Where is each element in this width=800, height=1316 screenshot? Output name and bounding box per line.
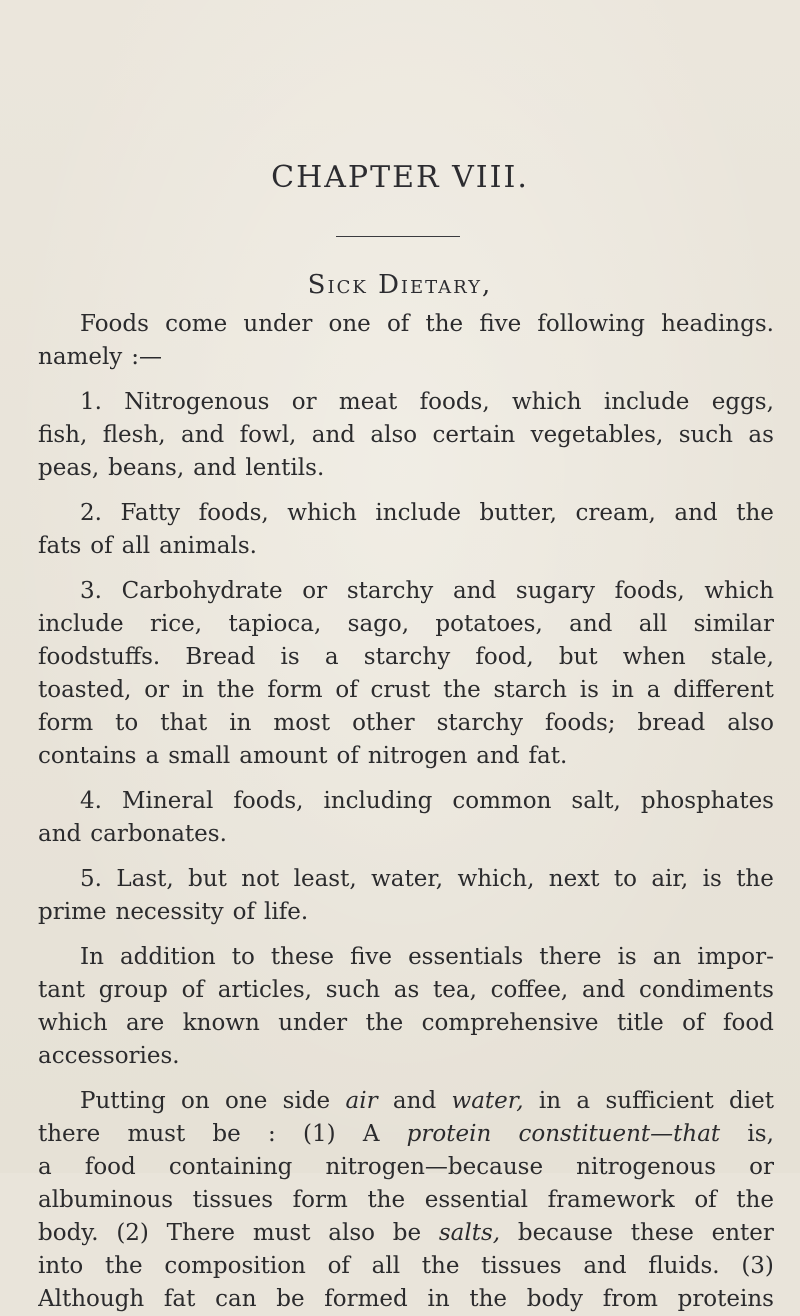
text-line: there must be : (1) A protein constituent—that is, <box>38 1121 774 1147</box>
text-line: include rice, tapioca, sago, potatoes, and all similar <box>38 611 774 637</box>
text-line: body. (2) There must also be salts, because these enter <box>38 1220 774 1246</box>
text-line: accessories. <box>38 1043 180 1069</box>
text-line: foodstuffs. Bread is a starchy food, but when stale, <box>38 644 774 670</box>
text-line: 5. Last, but not least, water, which, next to air, is the <box>80 866 774 892</box>
text-line: tant group of articles, such as tea, coffee, and condiments <box>38 977 774 1003</box>
text-line: Although fat can be formed in the body from proteins <box>38 1286 774 1312</box>
title-divider <box>336 236 460 237</box>
text-line: toasted, or in the form of crust the starch is in a different <box>38 677 774 703</box>
text-line: and carbonates. <box>38 821 227 847</box>
text-line: fats of all animals. <box>38 533 257 559</box>
chapter-title: CHAPTER VIII. <box>271 160 529 195</box>
text-line: 4. Mineral foods, including common salt, phosphates <box>80 788 774 814</box>
text-line: In addition to these five essentials there is an impor- <box>80 944 774 970</box>
text-line: 2. Fatty foods, which include butter, cream, and the <box>80 500 774 526</box>
text-line: contains a small amount of nitrogen and fat. <box>38 743 568 769</box>
text-line: 3. Carbohydrate or starchy and sugary foods, which <box>80 578 774 604</box>
section-title: Sick Dietary, <box>307 270 493 300</box>
text-line: prime necessity of life. <box>38 899 309 925</box>
text-line: albuminous tissues form the essential framework of the <box>38 1187 774 1213</box>
text-line: 1. Nitrogenous or meat foods, which include eggs, <box>80 389 774 415</box>
text-line: Putting on one side air and water, in a sufficient diet <box>80 1088 774 1114</box>
text-line: namely :— <box>38 344 163 370</box>
text-line: a food containing nitrogen—because nitrogenous or <box>38 1154 774 1180</box>
text-line: fish, flesh, and fowl, and also certain vegetables, such as <box>38 422 774 448</box>
text-line: form to that in most other starchy foods; bread also <box>38 710 774 736</box>
body-text <box>38 308 774 1316</box>
text-line: Foods come under one of the five following headings. <box>80 311 774 337</box>
text-line: into the composition of all the tissues and fluids. (3) <box>38 1253 774 1279</box>
text-line: peas, beans, and lentils. <box>38 455 325 481</box>
text-line: which are known under the comprehensive title of food <box>38 1010 774 1036</box>
